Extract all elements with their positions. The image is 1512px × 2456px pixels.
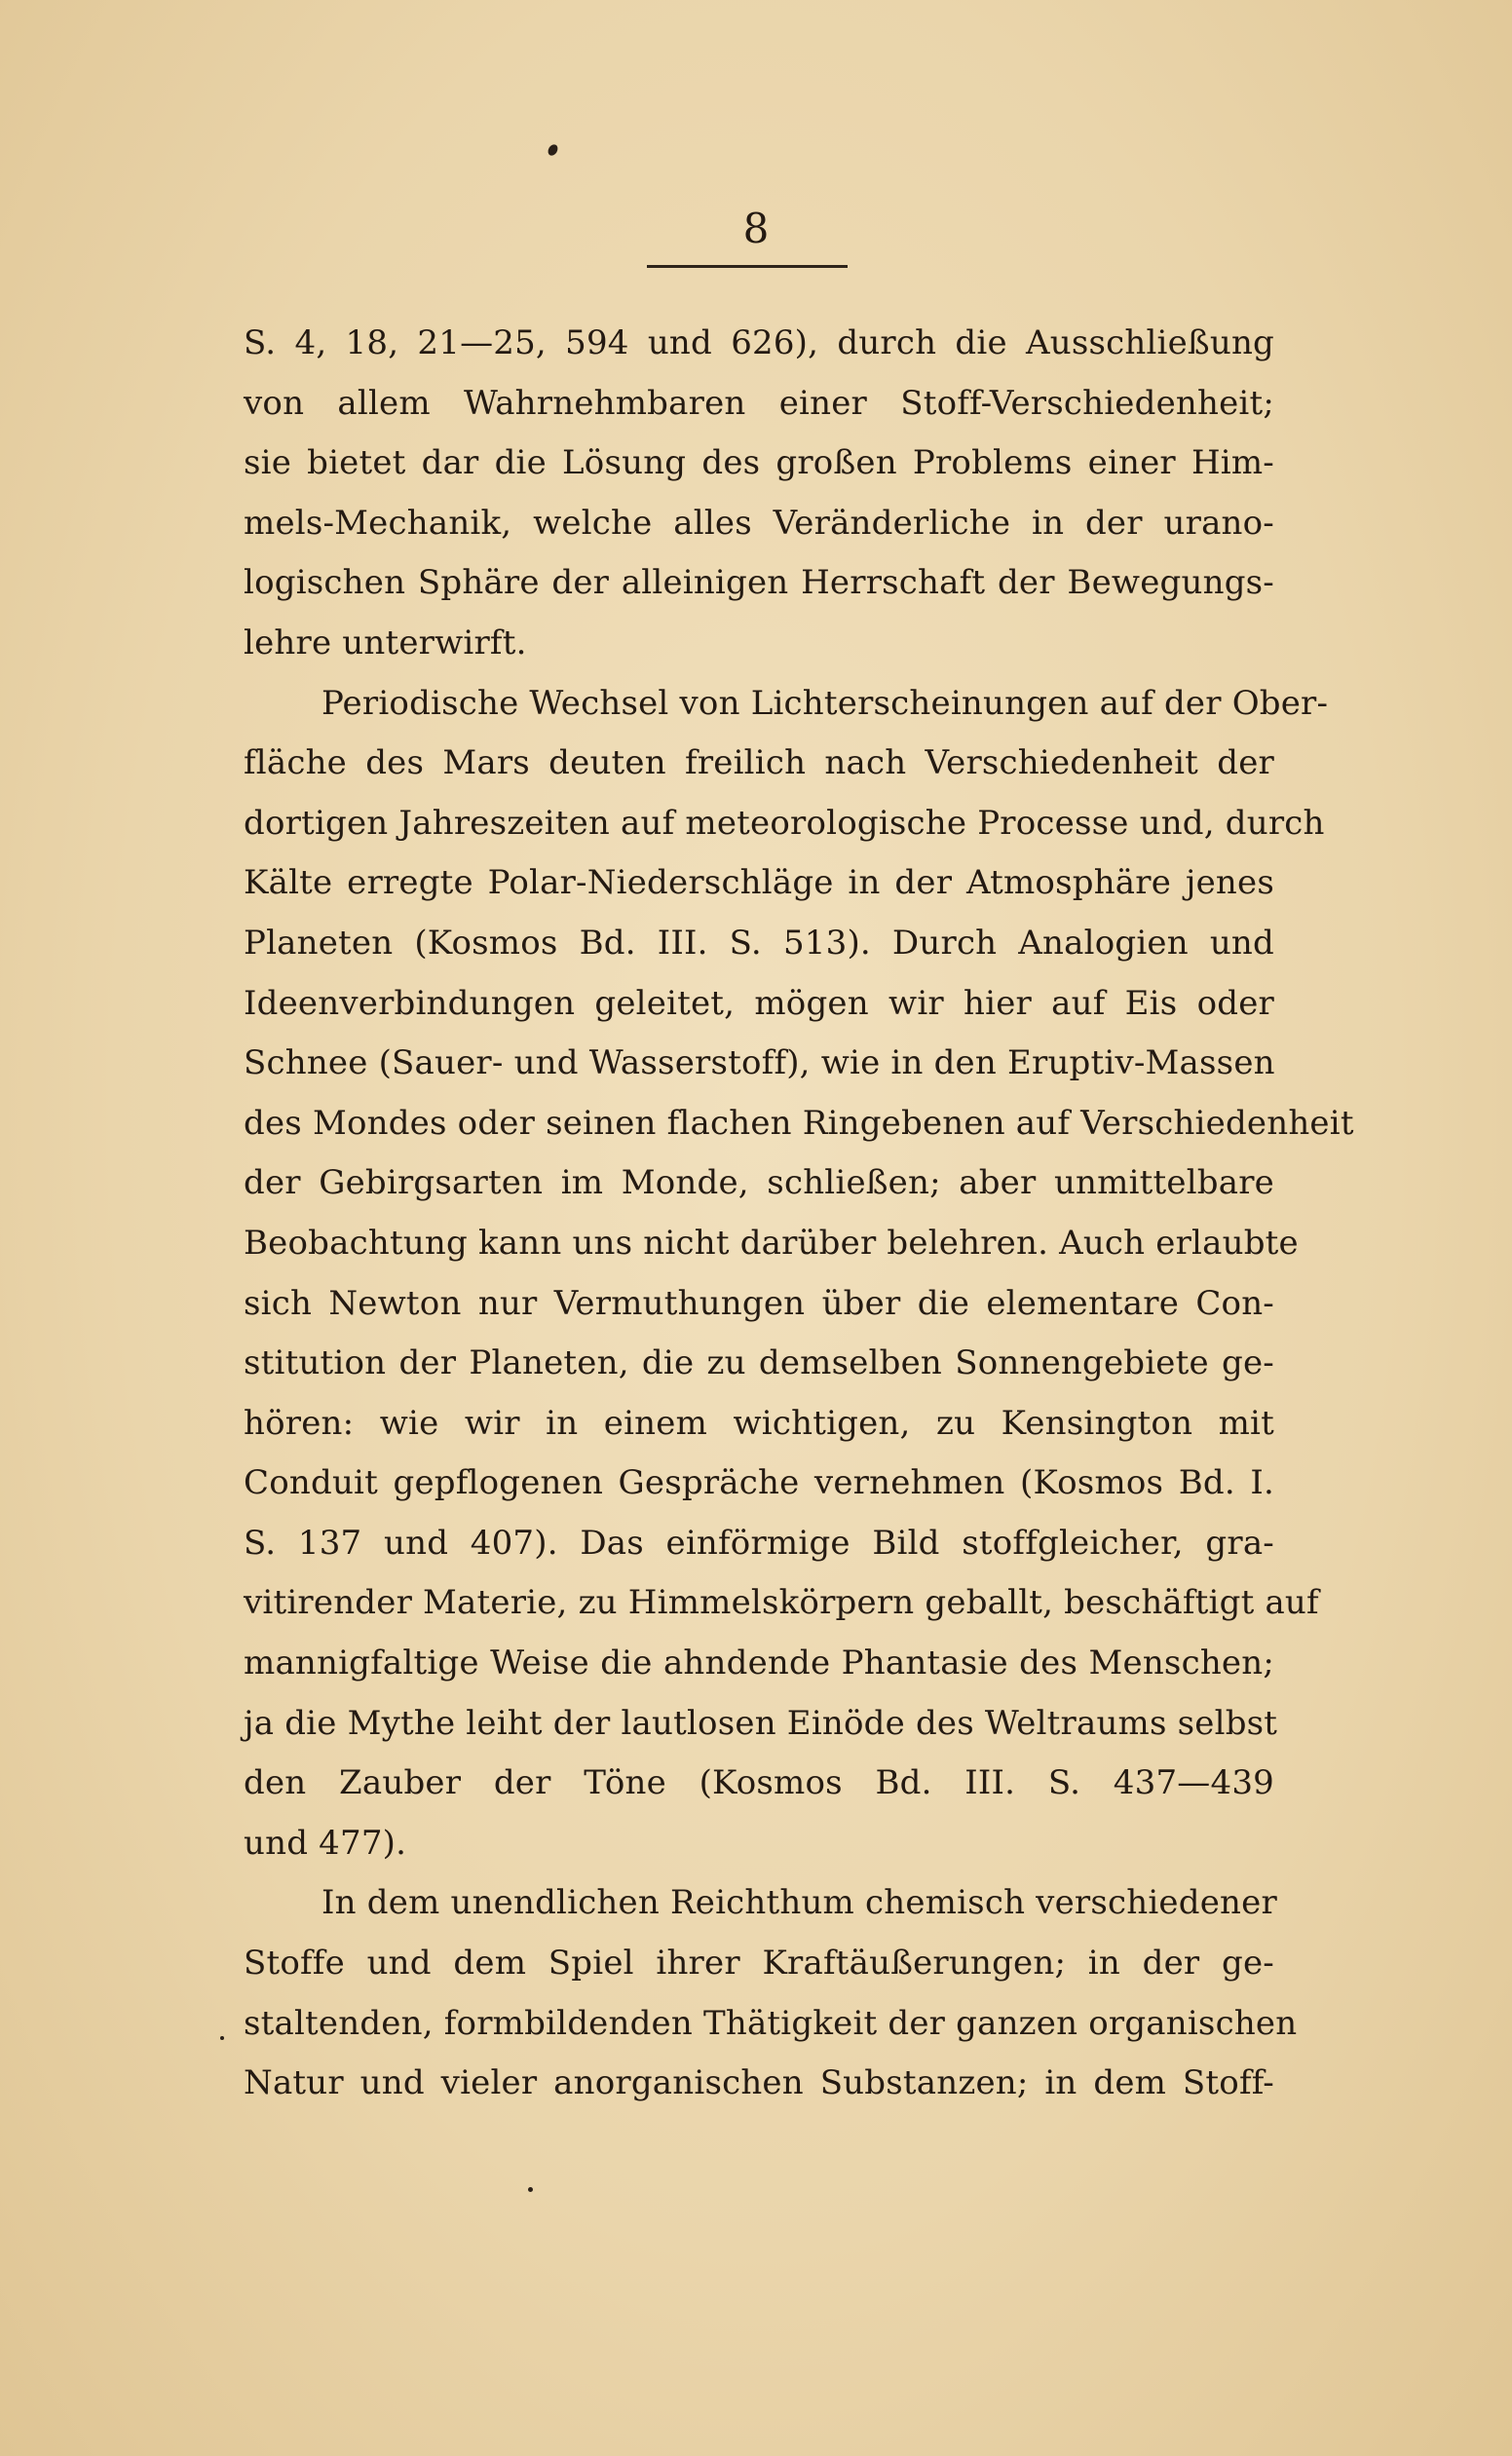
- text-line: vitirender Materie, zu Himmelskörpern geballt, beschäftigt auf: [244, 1583, 1319, 1623]
- text-line: logischen Sphäre der alleinigen Herrschaft der Bewegungs-: [244, 563, 1274, 603]
- ink-speck-bottom: [528, 2187, 533, 2192]
- text-line: mels-Mechanik, welche alles Veränderliche in der urano-: [244, 503, 1274, 543]
- text-line: und 477).: [244, 1823, 407, 1863]
- text-line: der Gebirgsarten im Monde, schließen; aber unmittelbare: [244, 1163, 1274, 1203]
- header-rule: [647, 265, 848, 268]
- text-line: hören: wie wir in einem wichtigen, zu Kensington mit: [244, 1403, 1274, 1443]
- text-line: Natur und vieler anorganischen Substanzen; in dem Stoff-: [244, 2063, 1274, 2103]
- ink-speck-top: [547, 143, 560, 158]
- text-line: lehre unterwirft.: [244, 623, 527, 662]
- text-line: Periodische Wechsel von Lichterscheinungen auf der Ober-: [321, 683, 1329, 723]
- text-line: ja die Mythe leiht der lautlosen Einöde des Weltraums selbst: [244, 1703, 1278, 1743]
- text-line: stitution der Planeten, die zu demselben Sonnengebiete ge-: [244, 1343, 1274, 1383]
- text-line: dortigen Jahreszeiten auf meteorologische Processe und, durch: [244, 803, 1325, 843]
- text-line: von allem Wahrnehmbaren einer Stoff-Verschiedenheit;: [244, 383, 1274, 423]
- text-line: In dem unendlichen Reichthum chemisch verschiedener: [321, 1883, 1277, 1923]
- text-line: S. 4, 18, 21—25, 594 und 626), durch die Ausschließung: [244, 323, 1274, 362]
- text-line: Schnee (Sauer- und Wasserstoff), wie in den Eruptiv-Massen: [244, 1043, 1275, 1083]
- text-line: Planeten (Kosmos Bd. III. S. 513). Durch Analogien und: [244, 923, 1274, 963]
- text-line: Ideenverbindungen geleitet, mögen wir hier auf Eis oder: [244, 983, 1274, 1023]
- body-text: [244, 314, 1354, 2114]
- text-line: Kälte erregte Polar-Niederschläge in der Atmosphäre jenes: [244, 863, 1274, 903]
- text-line: des Mondes oder seinen flachen Ringebenen auf Verschiedenheit: [244, 1103, 1354, 1143]
- text-line: Beobachtung kann uns nicht darüber belehren. Auch erlaubte: [244, 1223, 1299, 1263]
- text-line: sich Newton nur Vermuthungen über die elementare Con-: [244, 1283, 1274, 1323]
- text-line: S. 137 und 407). Das einförmige Bild stoffgleicher, gra-: [244, 1523, 1274, 1563]
- page-number: 8: [742, 205, 770, 252]
- text-line: staltenden, formbildenden Thätigkeit der ganzen organischen: [244, 2003, 1298, 2043]
- text-line: fläche des Mars deuten freilich nach Verschiedenheit der: [244, 743, 1274, 783]
- text-line: sie bietet dar die Lösung des großen Problems einer Him-: [244, 443, 1274, 483]
- text-line: Stoffe und dem Spiel ihrer Kraftäußerungen; in der ge-: [244, 1944, 1274, 1984]
- text-line: Conduit gepflogenen Gespräche vernehmen (Kosmos Bd. I.: [244, 1463, 1274, 1503]
- text-line: mannigfaltige Weise die ahndende Phantasie des Menschen;: [244, 1644, 1274, 1683]
- text-line: den Zauber der Töne (Kosmos Bd. III. S. 437—439: [244, 1763, 1274, 1803]
- ink-speck-left: [220, 2036, 224, 2040]
